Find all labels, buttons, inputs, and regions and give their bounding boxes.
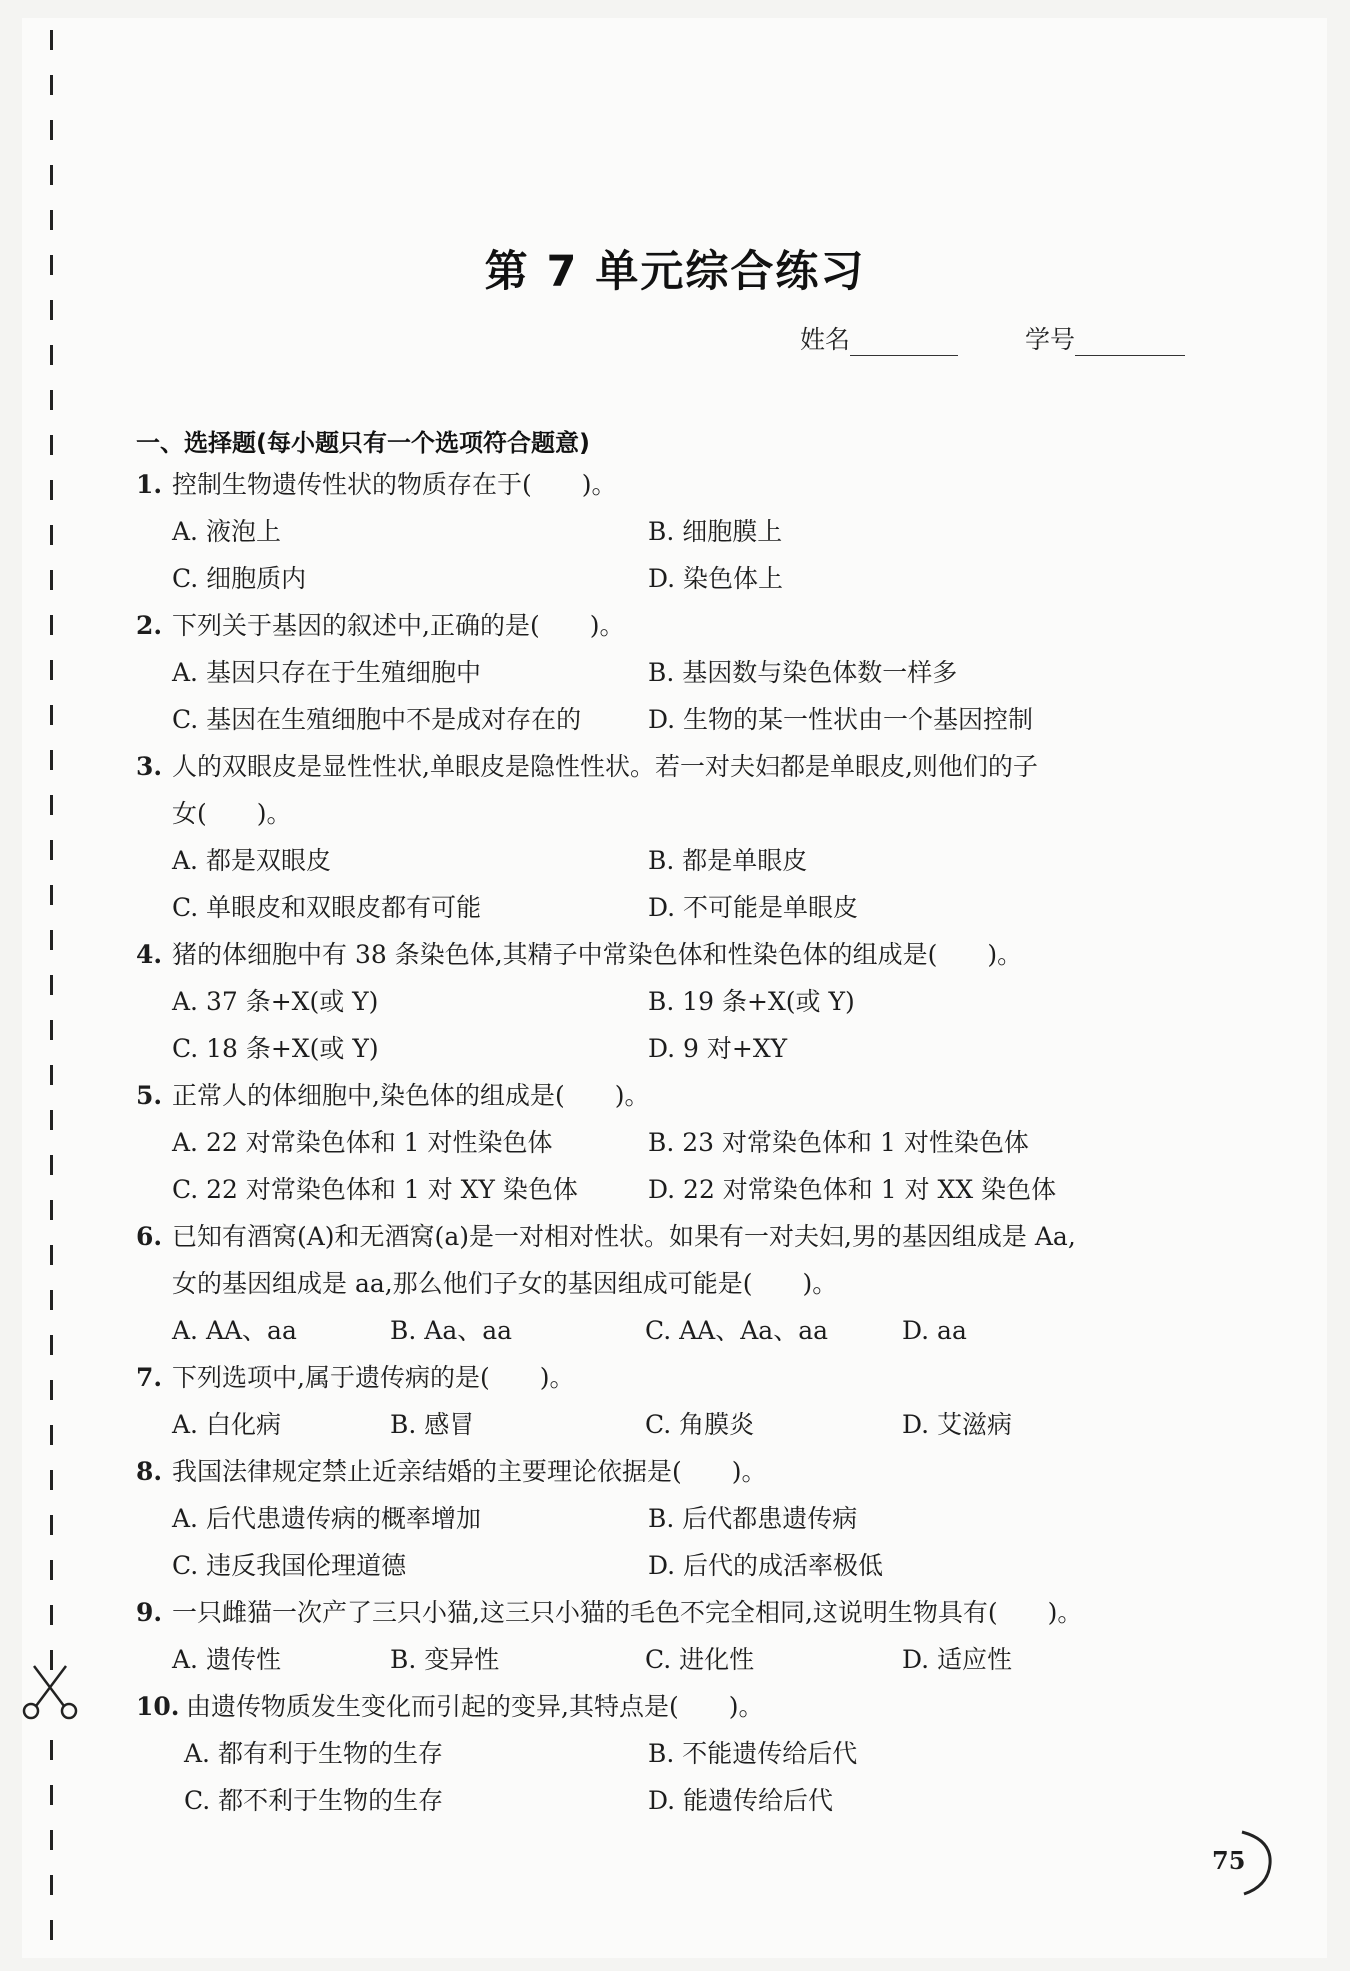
cut-line-dash [50, 570, 53, 590]
cut-line-dash [50, 660, 53, 680]
option-9a[interactable]: A. 遗传性 [172, 1645, 281, 1674]
cut-line-dash [50, 75, 53, 95]
option-3c[interactable]: C. 单眼皮和双眼皮都有可能 [172, 893, 482, 922]
option-7b[interactable]: B. 感冒 [390, 1410, 475, 1439]
option-2c[interactable]: C. 基因在生殖细胞中不是成对存在的 [172, 705, 582, 734]
option-2a[interactable]: A. 基因只存在于生殖细胞中 [172, 658, 481, 687]
cut-line-dash [50, 705, 53, 725]
question-3-continued: 女( )。 [172, 799, 292, 828]
cut-line-dash [50, 795, 53, 815]
option-7c[interactable]: C. 角膜炎 [645, 1410, 755, 1439]
cut-line-dash [50, 1785, 53, 1805]
question-stem: 我国法律规定禁止近亲结婚的主要理论依据是( )。 [172, 1457, 767, 1486]
cut-line-dash [50, 1245, 53, 1265]
option-7a[interactable]: A. 白化病 [172, 1410, 281, 1439]
question-5: 5. 正常人的体细胞中,染色体的组成是( )。 [136, 1081, 650, 1110]
option-3a[interactable]: A. 都是双眼皮 [172, 846, 331, 875]
cut-line-dash [50, 1605, 53, 1625]
option-8b[interactable]: B. 后代都患遗传病 [648, 1504, 858, 1533]
section-heading: 一、选择题(每小题只有一个选项符合题意) [136, 429, 590, 457]
cut-line-dash [50, 1560, 53, 1580]
question-6-continued: 女的基因组成是 aa,那么他们子女的基因组成可能是( )。 [172, 1269, 838, 1298]
cut-line-dash [50, 345, 53, 365]
cut-line-dash [50, 975, 53, 995]
cut-line-dash [50, 435, 53, 455]
dashed-cut-line [48, 30, 56, 1930]
option-1a[interactable]: A. 液泡上 [172, 517, 281, 546]
option-9b[interactable]: B. 变异性 [390, 1645, 500, 1674]
cut-line-dash [50, 840, 53, 860]
question-stem: 猪的体细胞中有 38 条染色体,其精子中常染色体和性染色体的组成是( )。 [172, 940, 1023, 969]
option-3b[interactable]: B. 都是单眼皮 [648, 846, 808, 875]
name-label: 姓名 [800, 325, 851, 354]
option-7d[interactable]: D. 艾滋病 [902, 1410, 1013, 1439]
option-10a[interactable]: A. 都有利于生物的生存 [184, 1739, 443, 1768]
scissors-icon [20, 1662, 80, 1720]
question-stem: 人的双眼皮是显性性状,单眼皮是隐性性状。若一对夫妇都是单眼皮,则他们的子 [172, 752, 1038, 781]
option-8d[interactable]: D. 后代的成活率极低 [648, 1551, 884, 1580]
question-7: 7. 下列选项中,属于遗传病的是( )。 [136, 1363, 575, 1392]
cut-line-dash [50, 1020, 53, 1040]
option-9c[interactable]: C. 进化性 [645, 1645, 755, 1674]
page-number-text: 75 [1212, 1846, 1246, 1875]
cut-line-dash [50, 1110, 53, 1130]
cut-line-dash [50, 1425, 53, 1445]
question-stem: 下列关于基因的叙述中,正确的是( )。 [172, 611, 625, 640]
option-4c[interactable]: C. 18 条+X(或 Y) [172, 1034, 379, 1063]
option-1c[interactable]: C. 细胞质内 [172, 564, 307, 593]
cut-line-dash [50, 390, 53, 410]
option-8a[interactable]: A. 后代患遗传病的概率增加 [172, 1504, 481, 1533]
question-1: 1. 控制生物遗传性状的物质存在于( )。 [136, 470, 617, 499]
option-6a[interactable]: A. AA、aa [172, 1316, 297, 1345]
option-10c[interactable]: C. 都不利于生物的生存 [184, 1786, 444, 1815]
option-9d[interactable]: D. 适应性 [902, 1645, 1013, 1674]
question-2: 2. 下列关于基因的叙述中,正确的是( )。 [136, 611, 625, 640]
page-number [1198, 1826, 1278, 1898]
option-6c[interactable]: C. AA、Aa、aa [645, 1316, 829, 1345]
option-6d[interactable]: D. aa [902, 1316, 967, 1345]
option-5d[interactable]: D. 22 对常染色体和 1 对 XX 染色体 [648, 1175, 1057, 1204]
cut-line-dash [50, 1200, 53, 1220]
question-stem: 控制生物遗传性状的物质存在于( )。 [172, 470, 617, 499]
cut-line-dash [50, 30, 53, 50]
question-4: 4. 猪的体细胞中有 38 条染色体,其精子中常染色体和性染色体的组成是( )。 [136, 940, 1023, 969]
option-1d[interactable]: D. 染色体上 [648, 564, 784, 593]
question-3: 3. 人的双眼皮是显性性状,单眼皮是隐性性状。若一对夫妇都是单眼皮,则他们的子 [136, 752, 1038, 781]
cut-line-dash [50, 1065, 53, 1085]
option-4b[interactable]: B. 19 条+X(或 Y) [648, 987, 855, 1016]
cut-line-dash [50, 1335, 53, 1355]
question-9: 9. 一只雌猫一次产了三只小猫,这三只小猫的毛色不完全相同,这说明生物具有( )。 [136, 1598, 1083, 1627]
cut-line-dash [50, 480, 53, 500]
option-5a[interactable]: A. 22 对常染色体和 1 对性染色体 [172, 1128, 553, 1157]
student-id-field[interactable] [1025, 320, 1185, 356]
cut-line-dash [50, 885, 53, 905]
cut-line-dash [50, 615, 53, 635]
cut-line-dash [50, 1290, 53, 1310]
option-4a[interactable]: A. 37 条+X(或 Y) [172, 987, 379, 1016]
question-stem: 已知有酒窝(A)和无酒窝(a)是一对相对性状。如果有一对夫妇,男的基因组成是 Aa, [172, 1222, 1076, 1251]
cut-line-dash [50, 210, 53, 230]
question-10: 10. 由遗传物质发生变化而引起的变异,其特点是( )。 [136, 1692, 764, 1721]
option-2d[interactable]: D. 生物的某一性状由一个基因控制 [648, 705, 1034, 734]
question-8: 8. 我国法律规定禁止近亲结婚的主要理论依据是( )。 [136, 1457, 767, 1486]
option-5c[interactable]: C. 22 对常染色体和 1 对 XY 染色体 [172, 1175, 578, 1204]
cut-line-dash [50, 1740, 53, 1760]
name-blank[interactable] [850, 327, 958, 356]
option-1b[interactable]: B. 细胞膜上 [648, 517, 783, 546]
question-stem: 一只雌猫一次产了三只小猫,这三只小猫的毛色不完全相同,这说明生物具有( )。 [172, 1598, 1083, 1627]
student-id-blank[interactable] [1075, 327, 1185, 356]
cut-line-dash [50, 165, 53, 185]
cut-line-dash [50, 1515, 53, 1535]
cut-line-dash [50, 930, 53, 950]
option-2b[interactable]: B. 基因数与染色体数一样多 [648, 658, 958, 687]
option-4d[interactable]: D. 9 对+XY [648, 1034, 788, 1063]
option-5b[interactable]: B. 23 对常染色体和 1 对性染色体 [648, 1128, 1029, 1157]
cut-line-dash [50, 300, 53, 320]
option-10b[interactable]: B. 不能遗传给后代 [648, 1739, 858, 1768]
cut-line-dash [50, 1875, 53, 1895]
cut-line-dash [50, 1830, 53, 1850]
question-stem: 由遗传物质发生变化而引起的变异,其特点是( )。 [186, 1692, 764, 1721]
question-6: 6. 已知有酒窝(A)和无酒窝(a)是一对相对性状。如果有一对夫妇,男的基因组成是 Aa, [136, 1222, 1076, 1251]
cut-line-dash [50, 1470, 53, 1490]
cut-line-dash [50, 120, 53, 140]
option-10d[interactable]: D. 能遗传给后代 [648, 1786, 834, 1815]
option-6b[interactable]: B. Aa、aa [390, 1316, 513, 1345]
cut-line-dash [50, 1920, 53, 1940]
cut-line-dash [50, 750, 53, 770]
option-3d[interactable]: D. 不可能是单眼皮 [648, 893, 859, 922]
cut-line-dash [50, 1155, 53, 1175]
page-title: 第 7 单元综合练习 [484, 247, 866, 297]
question-stem: 下列选项中,属于遗传病的是( )。 [172, 1363, 575, 1392]
student-id-label: 学号 [1025, 325, 1076, 354]
cut-line-dash [50, 1380, 53, 1400]
option-8c[interactable]: C. 违反我国伦理道德 [172, 1551, 407, 1580]
name-field[interactable] [800, 320, 958, 356]
cut-line-dash [50, 525, 53, 545]
question-stem: 正常人的体细胞中,染色体的组成是( )。 [172, 1081, 650, 1110]
